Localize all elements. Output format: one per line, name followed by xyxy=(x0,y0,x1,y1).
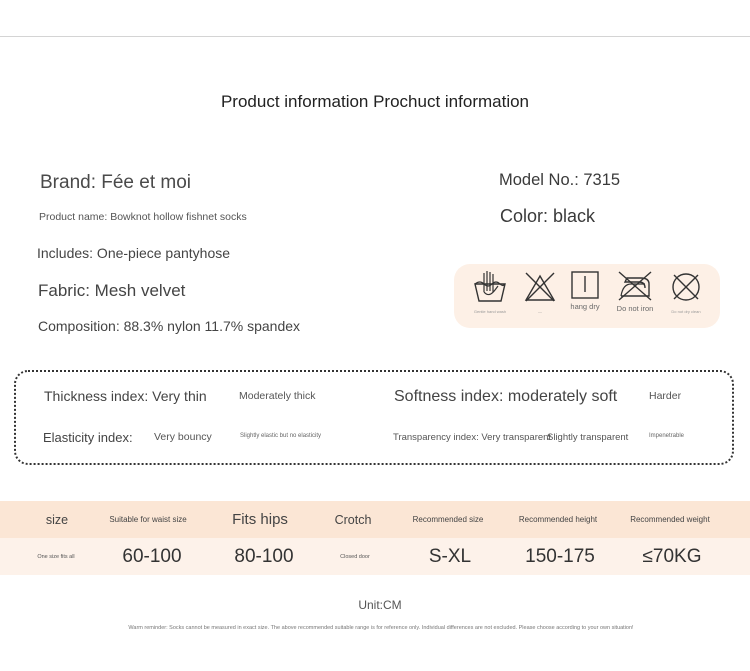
table-cell: 80-100 xyxy=(234,545,294,567)
table-cell: 150-175 xyxy=(525,545,595,567)
includes-text: Includes: One-piece pantyhose xyxy=(37,245,231,261)
table-cell: ≤70KG xyxy=(642,545,702,567)
do-not-bleach-icon xyxy=(523,270,557,304)
page-title: Product information Prochuct information xyxy=(220,92,530,111)
table-header-cell: Suitable for waist size xyxy=(109,515,187,524)
unit-text: Unit:CM xyxy=(358,598,402,612)
softness-index: Softness index: moderately soft xyxy=(394,388,618,405)
hand-wash-icon xyxy=(472,270,508,304)
table-header-cell: Fits hips xyxy=(232,511,288,528)
product-name-text: Product name: Bowknot hollow fishnet socks xyxy=(39,211,247,223)
color-text: Color: black xyxy=(500,206,596,226)
table-cell: S-XL xyxy=(428,545,472,567)
size-table-row xyxy=(0,538,750,575)
table-header-cell: size xyxy=(45,512,69,527)
do-not-iron-icon xyxy=(617,270,653,302)
thickness-alt: Moderately thick xyxy=(239,390,316,402)
transparency-value: Slightly transparent xyxy=(547,432,629,443)
table-header-cell: Recommended size xyxy=(412,515,484,524)
elasticity-alt: Slightly elastic but no elasticity xyxy=(240,433,322,439)
top-divider xyxy=(0,36,750,37)
table-cell: Closed door xyxy=(340,553,370,560)
composition-text: Composition: 88.3% nylon 11.7% spandex xyxy=(38,318,301,334)
thickness-index: Thickness index: Very thin xyxy=(44,388,207,404)
softness-alt: Harder xyxy=(649,390,682,402)
transparency-index: Transparency index: Very transparent xyxy=(393,432,552,443)
table-cell: 60-100 xyxy=(122,545,182,567)
care-label: — xyxy=(538,309,542,314)
care-instructions-panel xyxy=(454,264,720,328)
brand-text: Brand: Fée et moi xyxy=(40,172,192,193)
table-cell: One size fits all xyxy=(37,553,75,560)
care-label: Gentle hand wash xyxy=(473,309,507,314)
table-header-cell: Recommended height xyxy=(518,515,598,524)
do-not-dry-clean-icon xyxy=(669,270,703,304)
warm-reminder-text: Warm reminder: Socks cannot be measured in exact size. The above recommended suitable range is for reference only. Individual differences are not excluded. Please choose according to your own situation! xyxy=(128,625,634,631)
elasticity-value: Very bouncy xyxy=(154,431,212,443)
size-table-header xyxy=(0,501,750,538)
care-label: hang dry xyxy=(570,302,600,311)
fabric-text: Fabric: Mesh velvet xyxy=(38,281,186,300)
table-header-cell: Recommended weight xyxy=(630,515,710,524)
fabric-index-panel xyxy=(14,370,734,465)
care-item-hand-wash xyxy=(470,270,510,314)
care-item-do-not-iron xyxy=(612,270,658,313)
care-item-do-not-dry-clean xyxy=(666,270,706,314)
model-number-text: Model No.: 7315 xyxy=(499,171,621,189)
care-label: Do not iron xyxy=(616,304,654,313)
table-header-cell: Crotch xyxy=(334,512,372,527)
care-item-hang-dry xyxy=(564,270,606,311)
elasticity-index: Elasticity index: xyxy=(43,430,133,445)
care-label: Do not dry clean xyxy=(671,309,701,314)
transparency-alt: Impenetrable xyxy=(649,433,685,439)
care-item-do-not-bleach xyxy=(520,270,560,314)
hang-dry-icon xyxy=(570,270,600,300)
